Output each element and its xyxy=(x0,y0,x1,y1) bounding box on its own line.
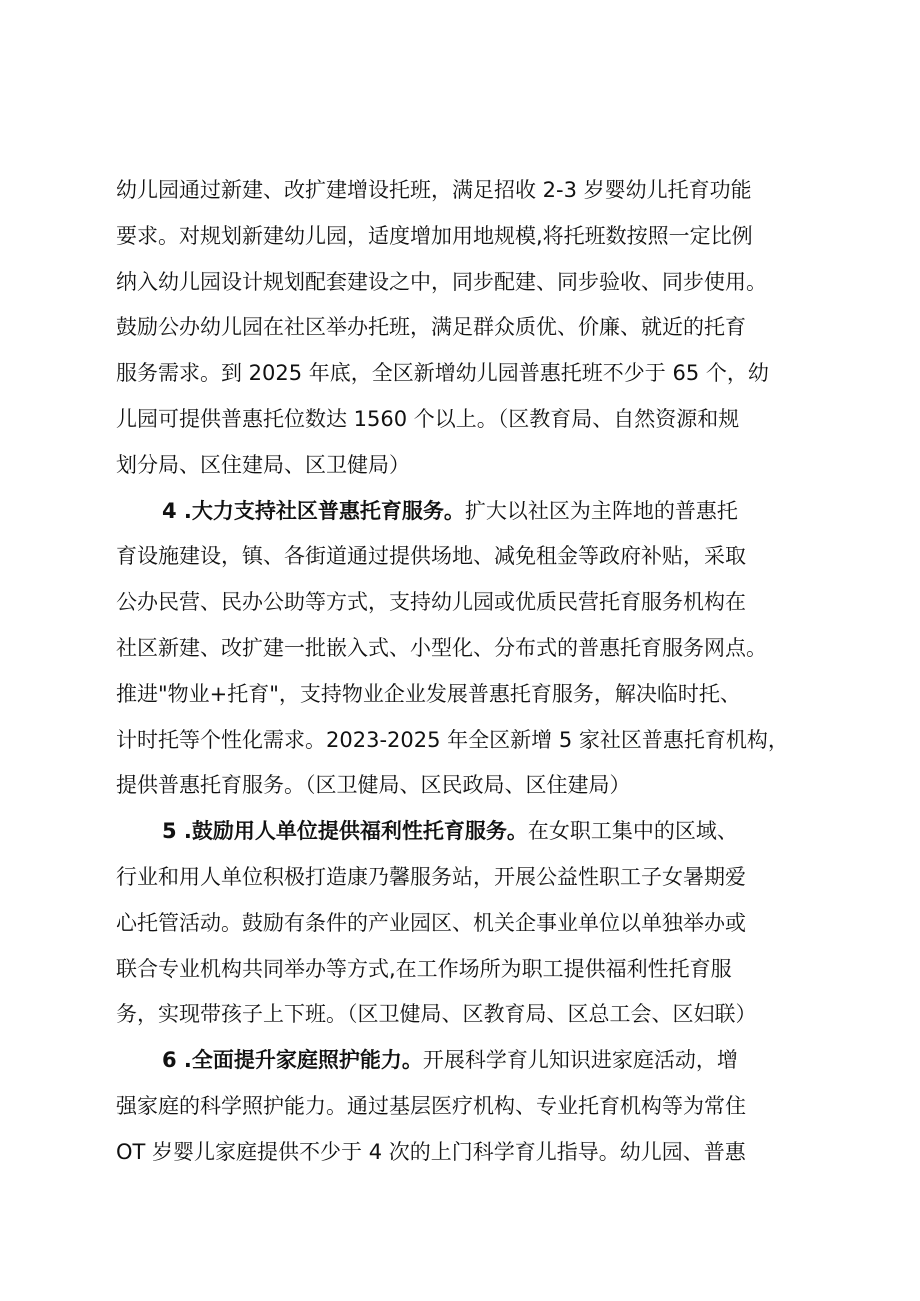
paragraph-line xyxy=(116,718,836,764)
paragraph-line xyxy=(116,168,836,214)
section-4-first-line xyxy=(116,489,836,535)
line-text: 行业和用人单位积极打造康乃馨服务站，开展公益性职工子女暑期爱 xyxy=(116,864,746,889)
paragraph-line xyxy=(116,672,836,718)
paragraph-line xyxy=(116,947,836,993)
line-text: 鼓励公办幼儿园在社区举办托班，满足群众质优、价廉、就近的托育 xyxy=(116,315,746,340)
line-text: 务，实现带孩子上下班。（区卫健局、区教育局、区总工会、区妇联） xyxy=(116,1002,757,1027)
paragraph-line xyxy=(116,351,836,397)
line-text: 要求。对规划新建幼儿园，适度增加用地规模,将托班数按照一定比例 xyxy=(116,223,753,248)
line-text: 心托管活动。鼓励有条件的产业园区、机关企事业单位以单独举办或 xyxy=(116,910,746,935)
paragraph-line xyxy=(116,626,836,672)
paragraph-line xyxy=(116,443,836,489)
line-text: 社区新建、改扩建一批嵌入式、小型化、分布式的普惠托育服务网点。 xyxy=(116,635,767,660)
paragraph-line xyxy=(116,580,836,626)
line-text: 提供普惠托育服务。（区卫健局、区民政局、区住建局） xyxy=(116,773,631,798)
paragraph-line xyxy=(116,855,836,901)
line-text: 扩大以社区为主阵地的普惠托 xyxy=(464,498,738,523)
section-6-first-line xyxy=(116,1038,836,1084)
line-text: 纳入幼儿园设计规划配套建设之中，同步配建、同步验收、同步使用。 xyxy=(116,269,767,294)
paragraph-line xyxy=(116,534,836,580)
line-text: 联合专业机构共同举办等方式,在工作场所为职工提供福利性托育服 xyxy=(116,956,732,981)
line-text: 在女职工集中的区域、 xyxy=(527,819,738,844)
paragraph-line xyxy=(116,214,836,260)
section-6-heading: 6 .全面提升家庭照护能力。 xyxy=(162,1048,423,1073)
line-text: 服务需求。到 2025 年底，全区新增幼儿园普惠托班不少于 65 个，幼 xyxy=(116,361,769,386)
paragraph-line xyxy=(116,260,836,306)
line-text: 推进"物业+托育"，支持物业企业发展普惠托育服务，解决临时托、 xyxy=(116,681,741,706)
line-text: 计时托等个性化需求。2023-2025 年全区新增 5 家社区普惠托育机构， xyxy=(116,727,789,752)
paragraph-line xyxy=(116,901,836,947)
paragraph-line xyxy=(116,397,836,443)
line-text: 强家庭的科学照护能力。通过基层医疗机构、专业托育机构等为常住 xyxy=(116,1093,746,1118)
line-text: OT 岁婴儿家庭提供不少于 4 次的上门科学育儿指导。幼儿园、普惠 xyxy=(116,1139,746,1164)
paragraph-line xyxy=(116,992,836,1038)
section-5-first-line xyxy=(116,809,836,855)
line-text: 划分局、区住建局、区卫健局） xyxy=(116,452,410,477)
paragraph-line xyxy=(116,305,836,351)
section-5-heading: 5 .鼓励用人单位提供福利性托育服务。 xyxy=(162,819,528,844)
line-text: 开展科学育儿知识进家庭活动，增 xyxy=(422,1048,738,1073)
section-4-heading: 4 .大力支持社区普惠托育服务。 xyxy=(162,498,465,523)
line-text: 幼儿园通过新建、改扩建增设托班，满足招收 2-3 岁婴幼儿托育功能 xyxy=(116,178,752,202)
line-text: 育设施建设，镇、各街道通过提供场地、减免租金等政府补贴，采取 xyxy=(116,544,746,569)
line-text: 儿园可提供普惠托位数达 1560 个以上。（区教育局、自然资源和规 xyxy=(116,406,740,431)
paragraph-line xyxy=(116,1130,836,1176)
paragraph-line xyxy=(116,763,836,809)
paragraph-line xyxy=(116,1084,836,1130)
document-body xyxy=(116,168,836,1176)
line-text: 公办民营、民办公助等方式，支持幼儿园或优质民营托育服务机构在 xyxy=(116,590,746,615)
